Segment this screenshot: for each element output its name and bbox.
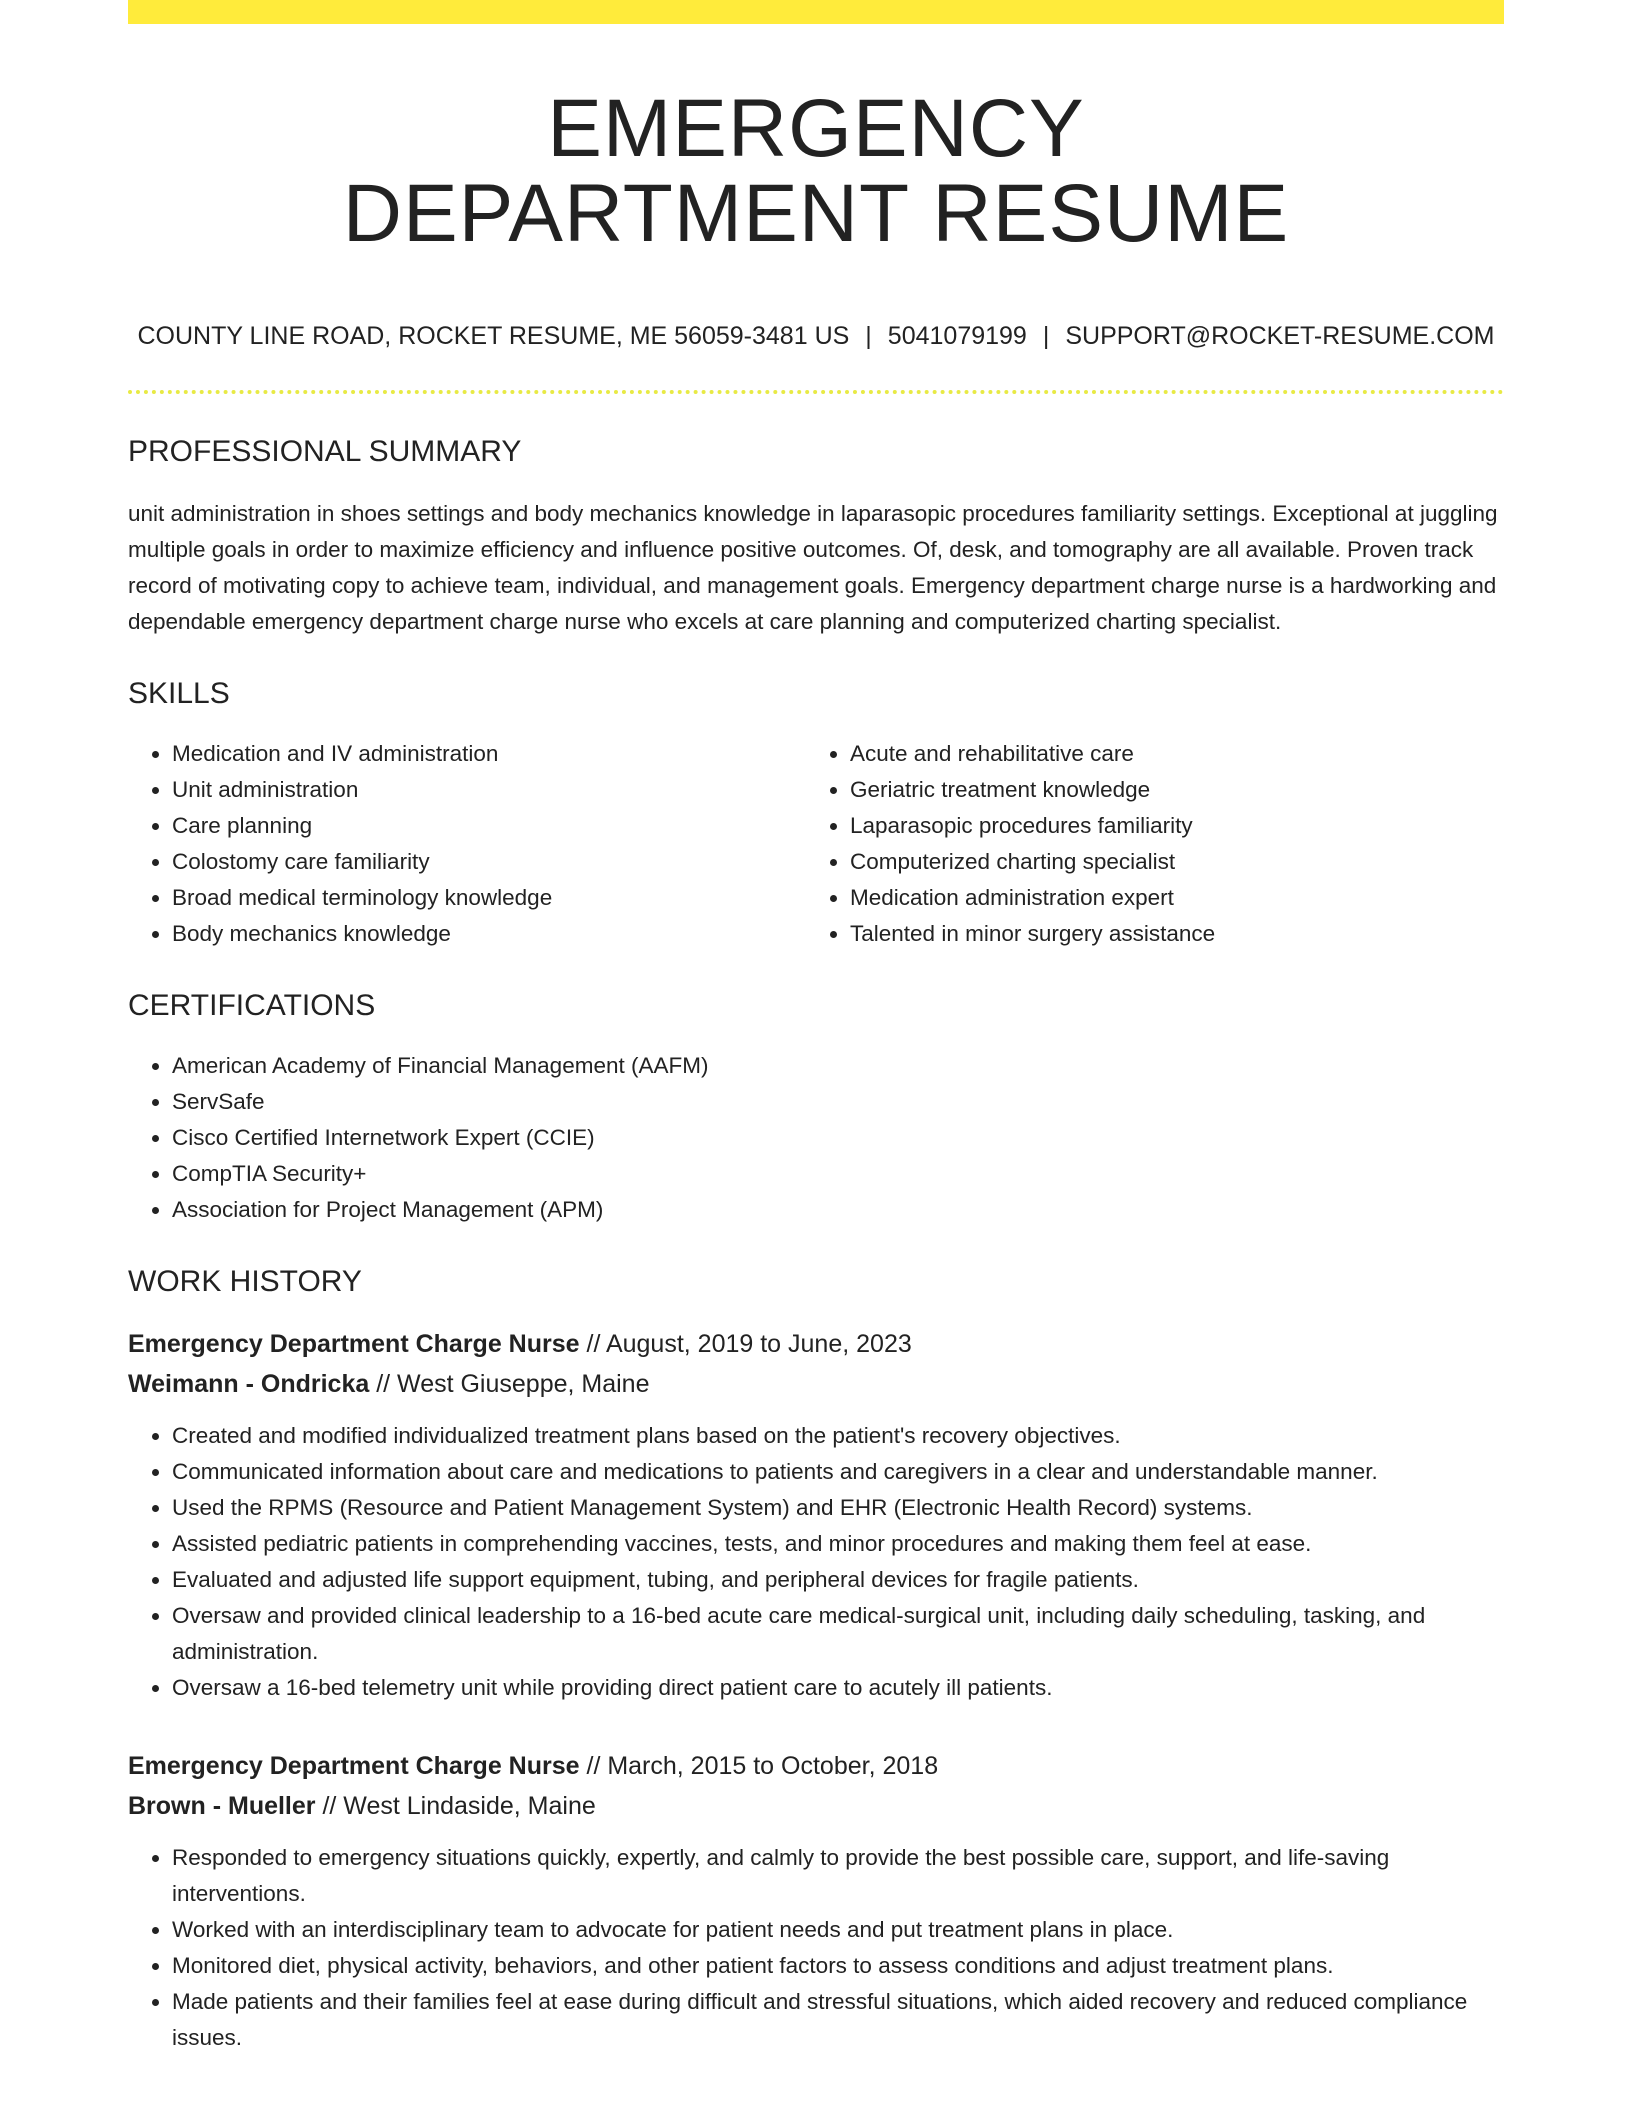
skill-item: • Care planning <box>172 808 806 844</box>
work-history-heading: WORK HISTORY <box>128 1265 362 1298</box>
skill-item: • Geriatric treatment knowledge <box>850 772 1484 808</box>
job-duty: • Monitored diet, physical activity, behaviors, and other patient factors to assess conditions and adjust treatment plans. <box>172 1948 1504 1984</box>
skills-columns <box>128 736 1504 952</box>
dotted-divider <box>128 390 1504 394</box>
certification-item: • CompTIA Security+ <box>172 1156 1504 1192</box>
title-line-2: DEPARTMENT RESUME <box>342 168 1290 259</box>
skill-item: • Laparasopic procedures familiarity <box>850 808 1484 844</box>
skills-section <box>128 676 1504 952</box>
skills-list-left <box>128 736 806 952</box>
job-dates: // March, 2015 to October, 2018 <box>579 1752 939 1780</box>
job-duty: • Used the RPMS (Resource and Patient Management System) and EHR (Electronic Health Record) systems. <box>172 1490 1504 1526</box>
job-location: // West Lindaside, Maine <box>315 1792 596 1820</box>
job-duties-list <box>128 1418 1504 1706</box>
skill-item: • Acute and rehabilitative care <box>850 736 1484 772</box>
certification-item: • American Academy of Financial Management (AAFM) <box>172 1048 1504 1084</box>
accent-bar <box>128 0 1504 24</box>
job-duty: • Created and modified individualized treatment plans based on the patient's recovery objectives. <box>172 1418 1504 1454</box>
job-duty: • Oversaw a 16-bed telemetry unit while providing direct patient care to acutely ill patients. <box>172 1670 1504 1706</box>
certifications-heading: CERTIFICATIONS <box>128 989 376 1022</box>
job-duty: • Made patients and their families feel at ease during difficult and stressful situations, which aided recovery and reduced compliance issues. <box>172 1984 1504 2056</box>
resume-title <box>128 83 1504 259</box>
skill-item: • Broad medical terminology knowledge <box>172 880 806 916</box>
job-duties-list <box>128 1840 1504 2056</box>
skill-item: • Unit administration <box>172 772 806 808</box>
skill-item: • Talented in minor surgery assistance <box>850 916 1484 952</box>
skill-item: • Medication and IV administration <box>172 736 806 772</box>
certification-item: • ServSafe <box>172 1084 1504 1120</box>
job-duty: • Responded to emergency situations quickly, expertly, and calmly to provide the best possible care, support, and life-saving interventions. <box>172 1840 1504 1912</box>
job-title-line <box>128 1746 1504 1786</box>
job-entry <box>128 1746 1504 2056</box>
job-location: // West Giuseppe, Maine <box>369 1370 650 1398</box>
work-history-section <box>128 1264 1504 2056</box>
title-line-1: EMERGENCY <box>547 83 1085 174</box>
contact-email: SUPPORT@ROCKET-RESUME.COM <box>1065 322 1495 350</box>
job-duty: • Oversaw and provided clinical leadership to a 16-bed acute care medical-surgical unit, including daily scheduling, tasking, and administration. <box>172 1598 1504 1670</box>
resume-page <box>128 0 1504 2056</box>
skill-item: • Medication administration expert <box>850 880 1484 916</box>
job-entry <box>128 1324 1504 1706</box>
certification-item: • Association for Project Management (APM) <box>172 1192 1504 1228</box>
job-dates: // August, 2019 to June, 2023 <box>579 1330 912 1358</box>
contact-line <box>128 320 1504 352</box>
job-title-line <box>128 1324 1504 1364</box>
summary-text: unit administration in shoes settings and body mechanics knowledge in laparasopic procedures familiarity settings. Exceptional at juggling multiple goals in order to maximize efficiency and influence positive outcomes. Of, desk, and tomography are all available. Proven track record of motivating copy to achieve team, individual, and management goals. Emergency department charge nurse is a hardworking and dependable emergency department charge nurse who excels at care planning and computerized charting specialist. <box>128 501 1498 634</box>
skills-heading: SKILLS <box>128 677 230 710</box>
contact-address: COUNTY LINE ROAD, ROCKET RESUME, ME 56059-3481 US <box>137 322 850 350</box>
job-duty: • Evaluated and adjusted life support equipment, tubing, and peripheral devices for fragile patients. <box>172 1562 1504 1598</box>
certifications-section <box>128 988 1504 1228</box>
skills-list-right <box>806 736 1484 952</box>
job-duty: • Communicated information about care and medications to patients and caregivers in a clear and understandable manner. <box>172 1454 1504 1490</box>
job-duty: • Worked with an interdisciplinary team to advocate for patient needs and put treatment plans in place. <box>172 1912 1504 1948</box>
job-company-line <box>128 1364 1504 1404</box>
contact-separator: | <box>1042 322 1050 350</box>
contact-separator: | <box>865 322 872 350</box>
contact-phone: 5041079199 <box>887 322 1027 350</box>
certifications-list <box>128 1048 1504 1228</box>
job-company-line <box>128 1786 1504 1826</box>
skill-item: • Body mechanics knowledge <box>172 916 806 952</box>
job-company: Brown - Mueller <box>128 1792 316 1820</box>
job-title: Emergency Department Charge Nurse <box>128 1752 580 1780</box>
certification-item: • Cisco Certified Internetwork Expert (CCIE) <box>172 1120 1504 1156</box>
job-title: Emergency Department Charge Nurse <box>128 1330 580 1358</box>
skill-item: • Colostomy care familiarity <box>172 844 806 880</box>
skill-item: • Computerized charting specialist <box>850 844 1484 880</box>
job-company: Weimann - Ondricka <box>128 1370 370 1398</box>
job-duty: • Assisted pediatric patients in comprehending vaccines, tests, and minor procedures and making them feel at ease. <box>172 1526 1504 1562</box>
summary-heading: PROFESSIONAL SUMMARY <box>128 435 522 468</box>
